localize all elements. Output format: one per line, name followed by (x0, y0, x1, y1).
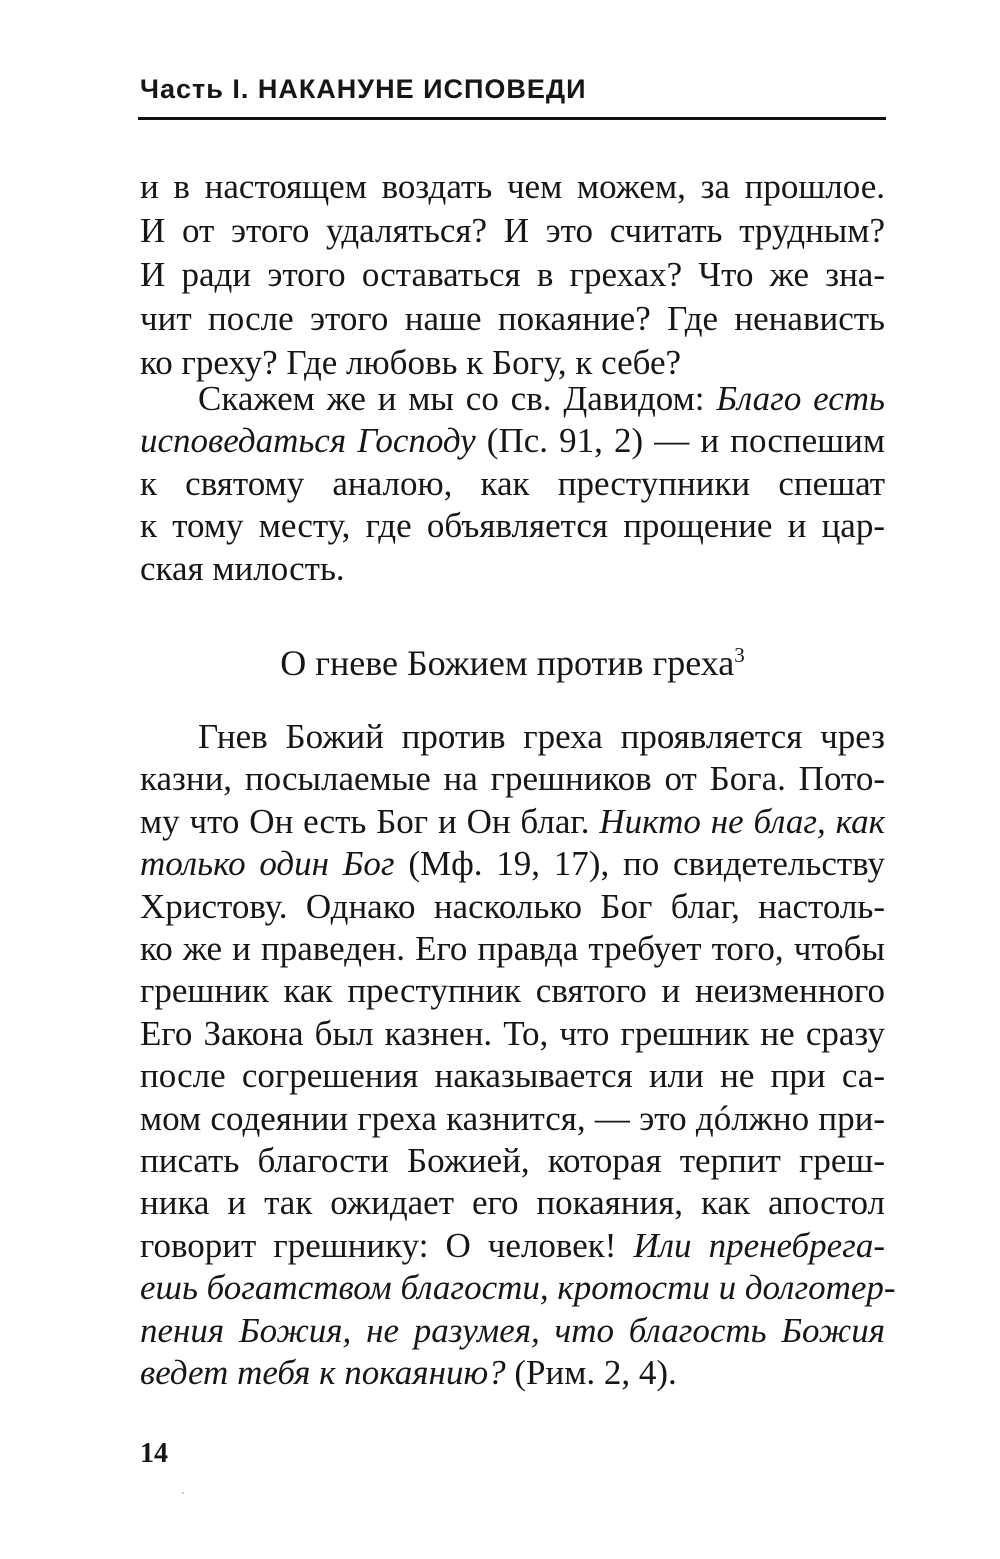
text-line (198, 377, 885, 421)
text-line (140, 297, 885, 341)
text-segment: грешник как преступник святого и неизменного (140, 971, 885, 1011)
text-segment: ская милость. (140, 548, 345, 588)
text-segment: Его Закона был казнен. То, что грешник не сразу (140, 1013, 885, 1053)
text-segment: И от этого удаляться? И это считать трудным? (140, 211, 885, 250)
text-line (140, 1097, 885, 1141)
text-segment: казни, посылаемые на грешников от Бога. Пото- (140, 759, 885, 799)
text-line (140, 1266, 896, 1310)
text-segment: чит после этого наше покаяние? Где ненависть (140, 299, 885, 338)
italic-quote-segment: только один Бог (140, 844, 395, 884)
text-line (140, 1012, 885, 1056)
paper-speck (182, 1492, 184, 1494)
text-line (140, 209, 885, 253)
italic-quote-segment: Благо есть (716, 379, 885, 418)
text-line (140, 504, 885, 548)
text-line (140, 1139, 885, 1183)
section-heading (140, 640, 885, 686)
text-line (140, 800, 885, 844)
text-segment: Гнев Божий против греха проявляется чрез (198, 717, 885, 756)
text-segment: И ради этого оставаться в грехах? Что же зна- (140, 255, 885, 294)
text-line (140, 253, 885, 297)
italic-quote-segment: ведет тебя к покаянию? (140, 1353, 506, 1392)
text-line (140, 1224, 885, 1268)
section-title: О гневе Божием против греха (280, 643, 735, 683)
text-line (140, 1181, 885, 1225)
text-line (140, 927, 885, 971)
text-segment: говорит грешнику: О человек! (140, 1225, 634, 1265)
text-segment: ко же и праведен. Его правда требует того, чтобы (140, 929, 885, 968)
italic-quote-segment: Никто не благ, как (599, 801, 886, 841)
italic-quote-segment: исповедаться Господу (140, 421, 476, 461)
text-line (140, 842, 885, 886)
text-segment: (Рим. 2, 4). (505, 1353, 677, 1392)
text-line (140, 547, 885, 591)
text-line (140, 969, 885, 1013)
page-number: 14 (140, 1438, 168, 1469)
text-line (198, 715, 885, 759)
text-line (140, 1351, 885, 1395)
text-segment: Христову. Однако насколько Бог благ, настоль- (140, 886, 885, 926)
text-segment: ника и так ожидает его покаяния, как апостол (140, 1183, 885, 1223)
header-rule (138, 117, 886, 120)
text-segment: к тому месту, где объявляется прощение и цар- (140, 506, 885, 546)
text-line (140, 885, 885, 929)
text-line (140, 757, 885, 801)
text-segment: ко греху? Где любовь к Богу, к себе? (140, 343, 682, 382)
text-line (140, 419, 885, 463)
text-segment: и в настоящем воздать чем можем, за прошлое. (140, 167, 885, 206)
running-header: Часть I. НАКАНУНЕ ИСПОВЕДИ (140, 74, 587, 104)
text-line (140, 1054, 885, 1098)
italic-quote-segment: пения Божия, не разумея, что благость Божия (140, 1310, 885, 1350)
text-segment: (Мф. 19, 17), по свидетельству (394, 844, 885, 884)
text-line (140, 462, 885, 506)
text-segment: Скажем же и мы со св. Давидом: (198, 379, 717, 418)
footnote-ref: 3 (734, 643, 745, 667)
text-segment: после согрешения наказывается или не при са- (140, 1056, 885, 1096)
text-segment: к святому аналою, как преступники спешат (140, 463, 885, 503)
text-line (140, 1309, 885, 1353)
text-line (140, 165, 885, 209)
italic-quote-segment: ешь богатством благости, кротости и долготер- (140, 1268, 896, 1308)
text-segment: писать благости Божией, которая терпит греш- (140, 1141, 885, 1180)
text-segment: му что Он есть Бог и Он благ. (140, 801, 600, 841)
italic-quote-segment: Или пренебрега- (633, 1225, 885, 1265)
text-segment: (Пс. 91, 2) — и поспешим (475, 421, 885, 461)
text-segment: мом содеянии греха казнится, — это дóлжно при- (140, 1098, 885, 1138)
